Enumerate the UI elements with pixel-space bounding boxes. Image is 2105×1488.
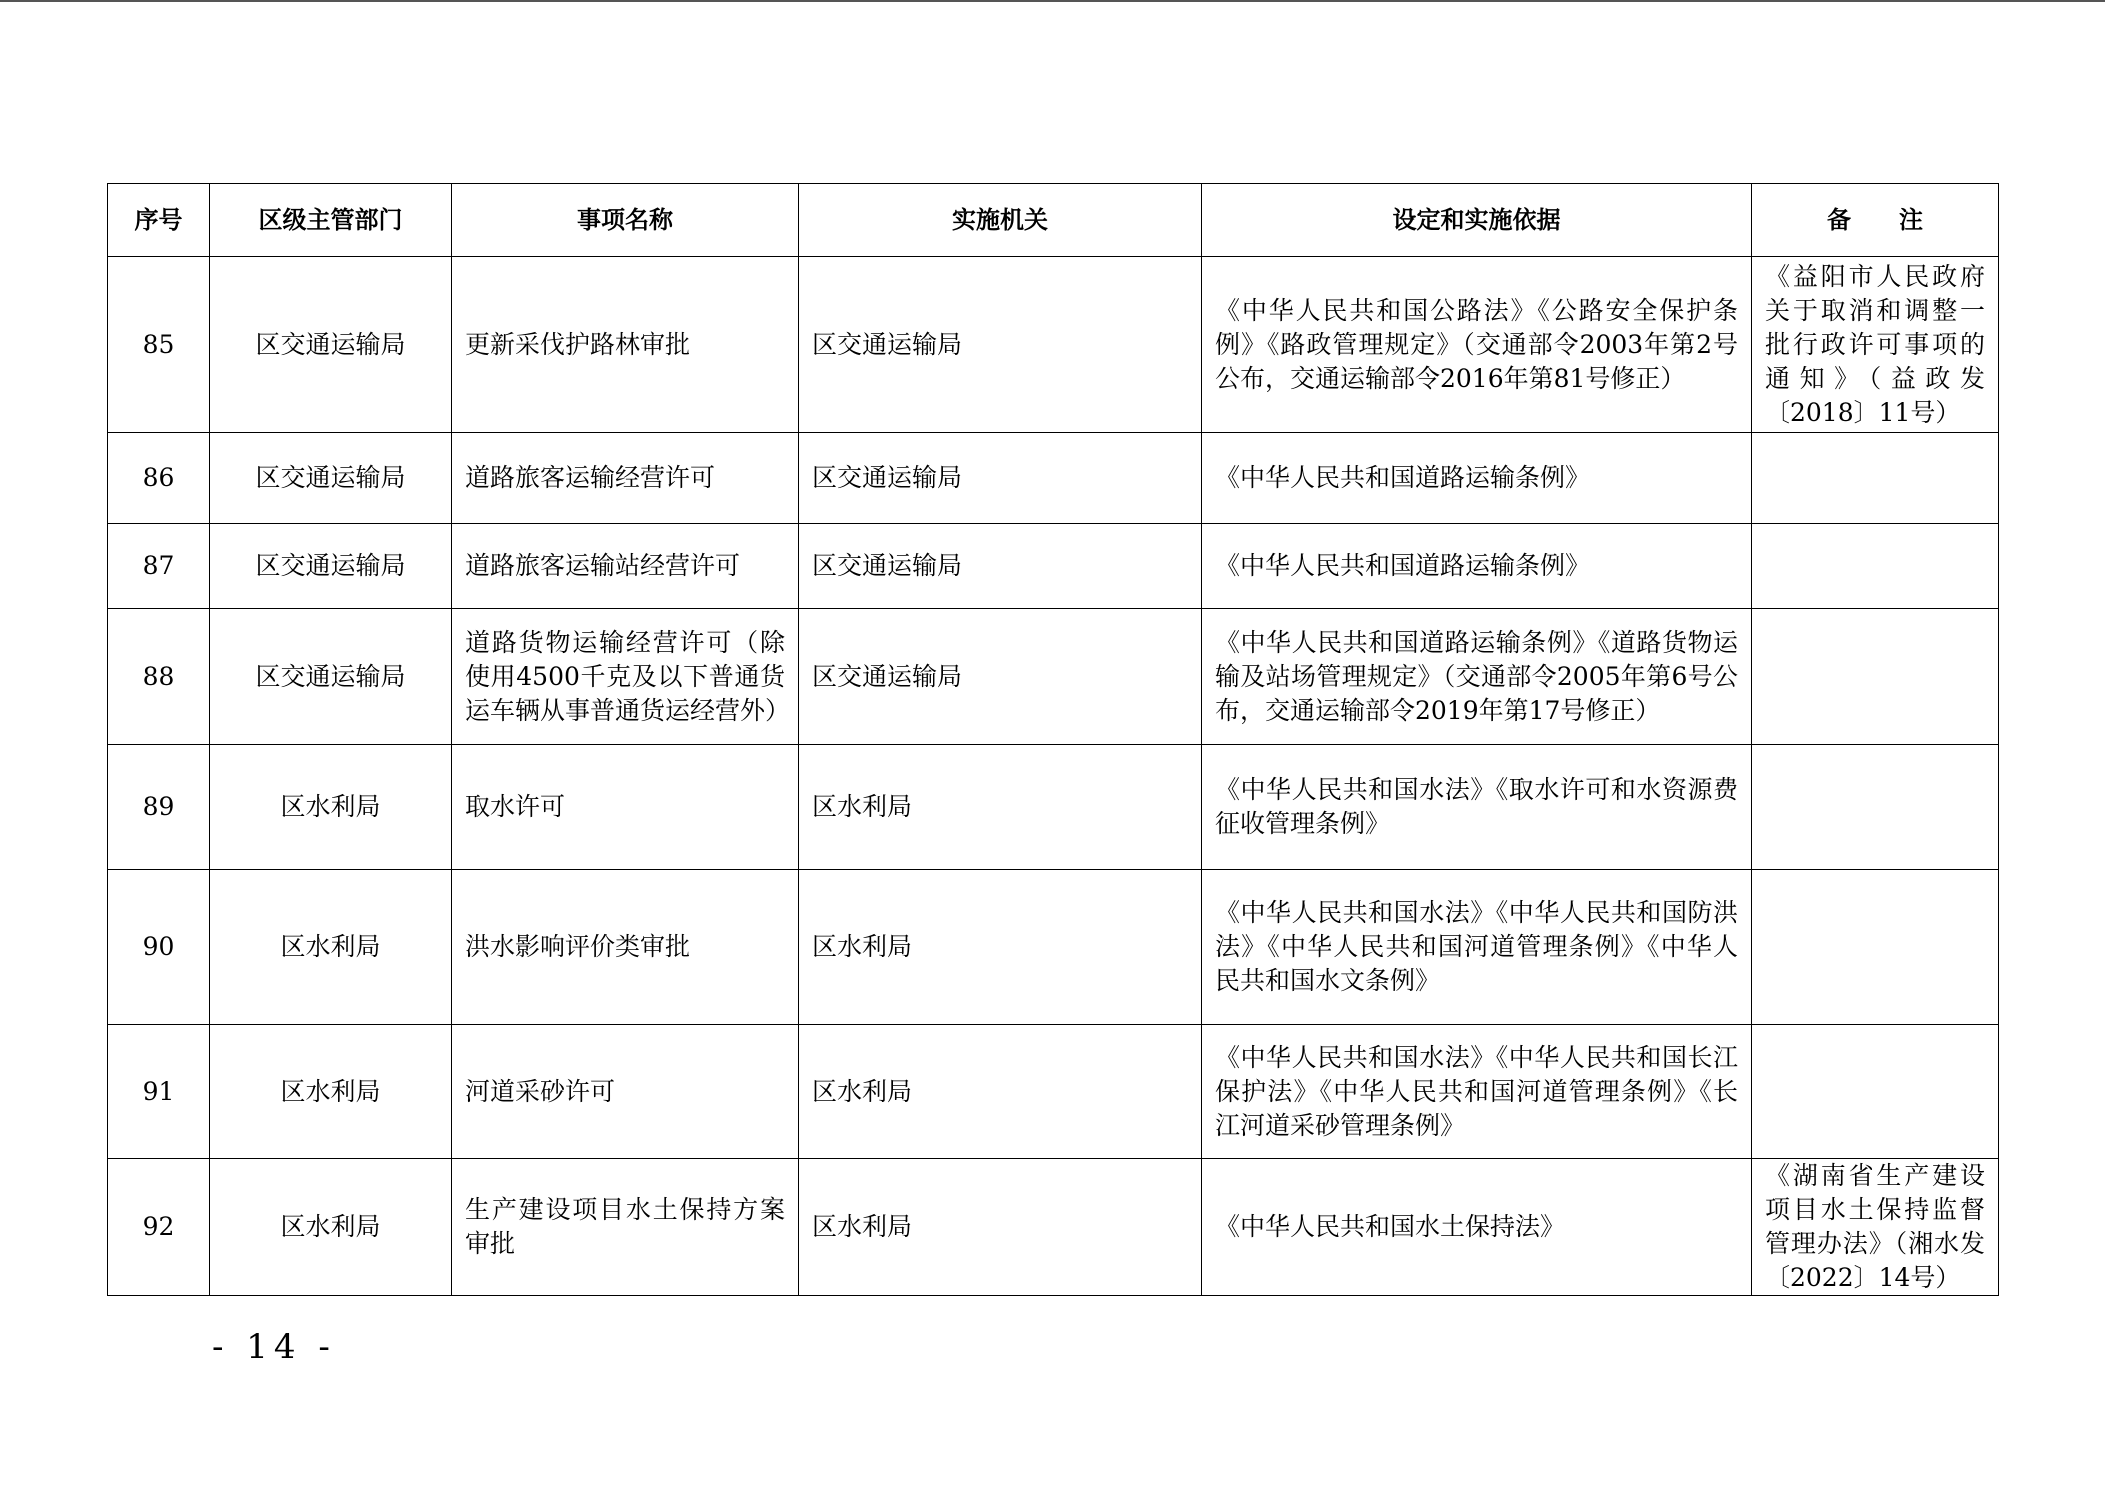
table-row [108, 745, 1999, 870]
table-row [108, 433, 1999, 524]
cell-basis: 《中华人民共和国道路运输条例》 [1202, 524, 1752, 609]
table-header-row [108, 184, 1999, 257]
cell-seq: 92 [108, 1159, 210, 1296]
cell-org: 区交通运输局 [799, 433, 1202, 524]
cell-item: 道路旅客运输经营许可 [452, 433, 799, 524]
cell-basis: 《中华人民共和国道路运输条例》《道路货物运输及站场管理规定》（交通部令2005年第6号公布，交通运输部令2019年第17号修正） [1202, 609, 1752, 745]
cell-dept: 区水利局 [210, 745, 452, 870]
cell-org: 区水利局 [799, 870, 1202, 1025]
cell-dept: 区水利局 [210, 1025, 452, 1159]
cell-item: 道路货物运输经营许可（除使用4500千克及以下普通货运车辆从事普通货运经营外） [452, 609, 799, 745]
header-seq: 序号 [108, 184, 210, 257]
header-basis: 设定和实施依据 [1202, 184, 1752, 257]
cell-item: 洪水影响评价类审批 [452, 870, 799, 1025]
cell-seq: 89 [108, 745, 210, 870]
cell-org: 区交通运输局 [799, 524, 1202, 609]
cell-basis: 《中华人民共和国水法》《取水许可和水资源费征收管理条例》 [1202, 745, 1752, 870]
cell-note [1752, 1025, 1999, 1159]
header-item: 事项名称 [452, 184, 799, 257]
page-number: - 14 - [212, 1327, 336, 1367]
cell-item: 取水许可 [452, 745, 799, 870]
cell-basis: 《中华人民共和国道路运输条例》 [1202, 433, 1752, 524]
cell-seq: 87 [108, 524, 210, 609]
cell-dept: 区交通运输局 [210, 257, 452, 433]
table-row [108, 524, 1999, 609]
cell-dept: 区交通运输局 [210, 433, 452, 524]
administrative-licensing-table [107, 183, 1999, 1296]
cell-org: 区水利局 [799, 745, 1202, 870]
cell-seq: 91 [108, 1025, 210, 1159]
header-dept: 区级主管部门 [210, 184, 452, 257]
cell-note [1752, 524, 1999, 609]
cell-org: 区交通运输局 [799, 257, 1202, 433]
cell-seq: 88 [108, 609, 210, 745]
cell-item: 更新采伐护路林审批 [452, 257, 799, 433]
table-row [108, 870, 1999, 1025]
cell-dept: 区交通运输局 [210, 609, 452, 745]
cell-org: 区水利局 [799, 1159, 1202, 1296]
table-row [108, 1025, 1999, 1159]
cell-basis: 《中华人民共和国公路法》《公路安全保护条例》《路政管理规定》（交通部令2003年第2号公布，交通运输部令2016年第81号修正） [1202, 257, 1752, 433]
cell-note: 《益阳市人民政府关于取消和调整一批行政许可事项的通知》（益政发〔2018〕11号） [1752, 257, 1999, 433]
cell-basis: 《中华人民共和国水法》《中华人民共和国防洪法》《中华人民共和国河道管理条例》《中华人民共和国水文条例》 [1202, 870, 1752, 1025]
table-row [108, 257, 1999, 433]
header-note: 备 注 [1752, 184, 1999, 257]
cell-item: 道路旅客运输站经营许可 [452, 524, 799, 609]
cell-dept: 区交通运输局 [210, 524, 452, 609]
top-border-line [0, 0, 2105, 2]
cell-item: 河道采砂许可 [452, 1025, 799, 1159]
cell-note [1752, 609, 1999, 745]
header-org: 实施机关 [799, 184, 1202, 257]
table-row [108, 609, 1999, 745]
cell-dept: 区水利局 [210, 870, 452, 1025]
cell-note [1752, 870, 1999, 1025]
cell-seq: 90 [108, 870, 210, 1025]
table-row [108, 1159, 1999, 1296]
cell-seq: 86 [108, 433, 210, 524]
cell-dept: 区水利局 [210, 1159, 452, 1296]
cell-note [1752, 745, 1999, 870]
cell-seq: 85 [108, 257, 210, 433]
cell-org: 区水利局 [799, 1025, 1202, 1159]
cell-basis: 《中华人民共和国水法》《中华人民共和国长江保护法》《中华人民共和国河道管理条例》《长江河道采砂管理条例》 [1202, 1025, 1752, 1159]
cell-basis: 《中华人民共和国水土保持法》 [1202, 1159, 1752, 1296]
cell-org: 区交通运输局 [799, 609, 1202, 745]
cell-note: 《湖南省生产建设项目水土保持监督管理办法》（湘水发〔2022〕14号） [1752, 1159, 1999, 1296]
cell-note [1752, 433, 1999, 524]
cell-item: 生产建设项目水土保持方案审批 [452, 1159, 799, 1296]
